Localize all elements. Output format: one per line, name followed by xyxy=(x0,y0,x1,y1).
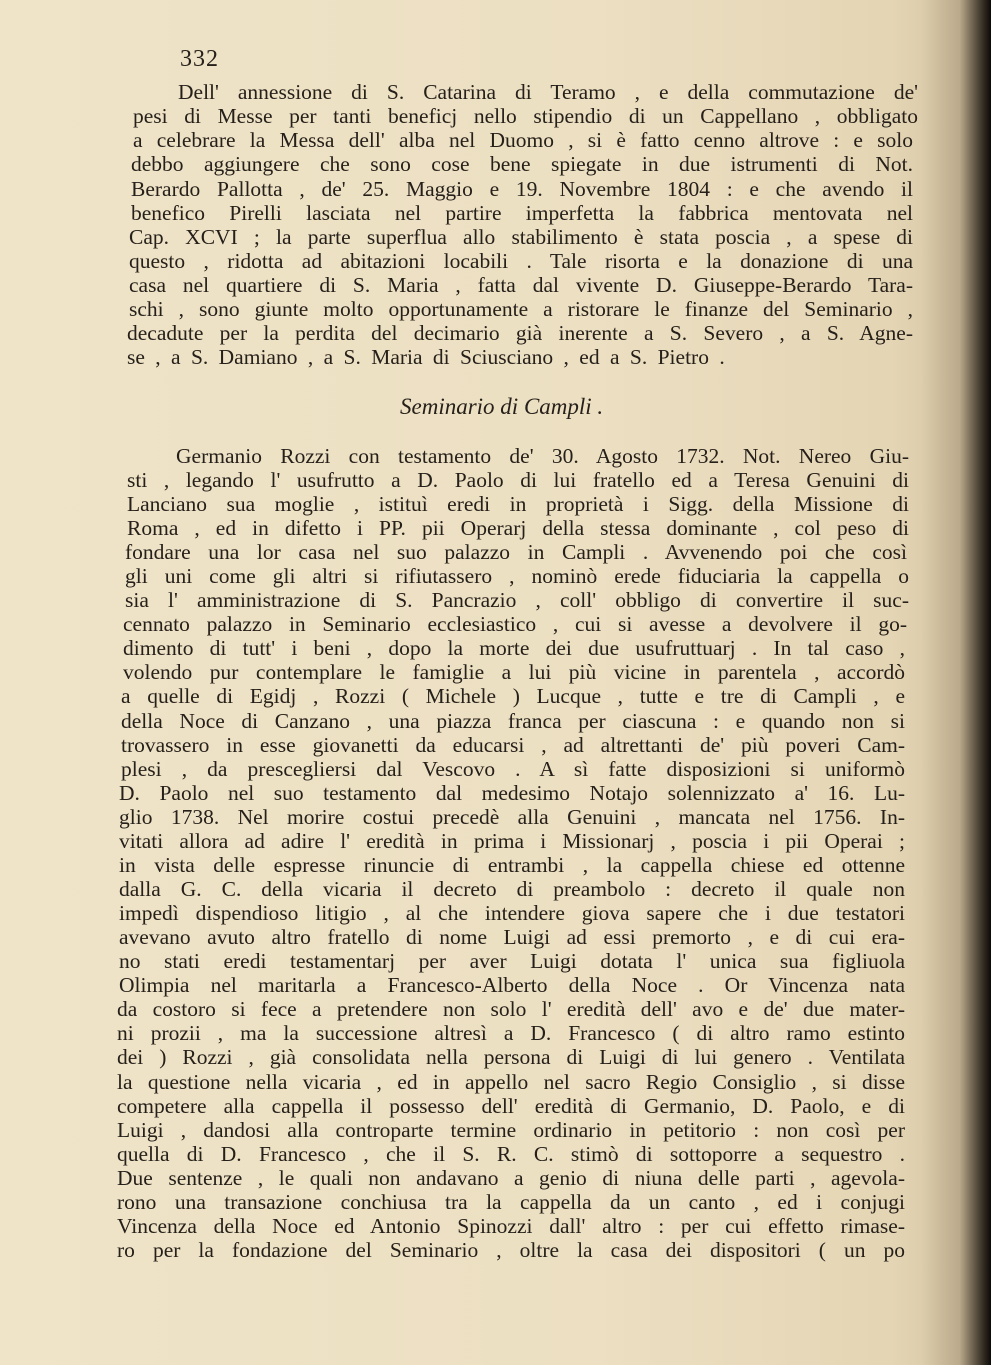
text-line: cennato palazzo in Seminario ecclesiastico , cui si avesse a devolvere il go- xyxy=(123,612,907,636)
text-line: Germanio Rozzi con testamento de' 30. Agosto 1732. Not. Nereo Giu- xyxy=(176,444,909,468)
text-line: a quelle di Egidj , Rozzi ( Michele ) Lucque , tutte e tre di Campli , e xyxy=(121,684,905,708)
page-number: 332 xyxy=(180,46,219,72)
text-line: questo , ridotta ad abitazioni locabili . Tale risorta e la donazione di una xyxy=(129,249,913,273)
text-line: quella di D. Francesco , che il S. R. C. stimò di sottoporre a sequestro . xyxy=(117,1142,905,1166)
text-line: la questione nella vicaria , ed in appello nel sacro Regio Consiglio , si disse xyxy=(117,1070,905,1094)
text-line: vitati allora ad adire l' eredità in prima i Missionarj , poscia i pii Operai ; xyxy=(119,829,905,853)
text-line: D. Paolo nel suo testamento dal medesimo Notajo solennizzato a' 16. Lu- xyxy=(119,781,905,805)
text-line: ni prozii , ma la successione altresì a D. Francesco ( di altro ramo estinto xyxy=(117,1021,905,1045)
text-line: schi , sono giunte molto opportunamente a ristorare le finanze del Seminario , xyxy=(129,297,913,321)
text-line: Cap. XCVI ; la parte superflua allo stabilimento è stata poscia , a spese di xyxy=(129,225,913,249)
book-gutter-shadow xyxy=(921,0,991,1365)
text-line: da costoro si fece a pretendere non solo l' eredità dell' avo e de' due mater- xyxy=(117,997,905,1021)
text-line: debbo aggiungere che sono cose bene spiegate in due istrumenti di Not. xyxy=(131,152,913,176)
text-line: competere alla cappella il possesso dell' eredità di Germanio, D. Paolo, e di xyxy=(117,1094,905,1118)
text-line: sti , legando l' usufrutto a D. Paolo di lui fratello ed a Teresa Genuini di xyxy=(127,468,909,492)
text-line: rono una transazione conchiusa tra la cappella da un canto , ed i conjugi xyxy=(117,1190,905,1214)
text-line: dalla G. C. della vicaria il decreto di preambolo : decreto il quale non xyxy=(119,877,905,901)
text-line: volendo pur contemplare le famiglie a lui più vicine in parentela , accordò xyxy=(123,660,905,684)
text-line: trovassero in esse giovanetti da educarsi , ad altrettanti de' più poveri Cam- xyxy=(121,733,905,757)
text-line: Berardo Pallotta , de' 25. Maggio e 19. Novembre 1804 : e che avendo il xyxy=(131,177,913,201)
text-line: Due sentenze , le quali non andavano a genio di niuna delle parti , agevola- xyxy=(117,1166,905,1190)
text-line: gli uni come gli altri si rifiutassero , nominò erede fiduciaria la cappella o xyxy=(125,564,909,588)
text-line: avevano avuto altro fratello di nome Luigi ad essi premorto , e di cui era- xyxy=(119,925,905,949)
text-line: Lanciano sua moglie , istituì eredi in proprietà i Sigg. della Missione di xyxy=(127,492,909,516)
text-line: Dell' annessione di S. Catarina di Teramo , e della commutazione de' xyxy=(178,80,918,104)
text-line: Luigi , dandosi alla controparte termine ordinario in petitorio : non così per xyxy=(117,1118,905,1142)
text-line: casa nel quartiere di S. Maria , fatta dal vivente D. Giuseppe-Berardo Tara- xyxy=(129,273,913,297)
text-line: no stati eredi testamentarj per aver Luigi dotata l' unica sua figliuola xyxy=(119,949,905,973)
text-line: pesi di Messe per tanti beneficj nello stipendio di un Cappellano , obbligato xyxy=(133,104,918,128)
text-line: impedì dispendioso litigio , al che intendere giova sapere che i due testatori xyxy=(119,901,905,925)
text-line: ro per la fondazione del Seminario , oltre la casa dei dispositori ( un po xyxy=(117,1238,905,1262)
text-line: Olimpia nel maritarla a Francesco-Alberto della Noce . Or Vincenza nata xyxy=(119,973,905,997)
text-line: fondare una lor casa nel suo palazzo in Campli . Avvenendo poi che così xyxy=(125,540,907,564)
text-line: plesi , da prescegliersi dal Vescovo . A sì fatte disposizioni si uniformò xyxy=(121,757,905,781)
text-line: Vincenza della Noce ed Antonio Spinozzi dall' altro : per cui effetto rimase- xyxy=(117,1214,905,1238)
text-line: della Noce di Canzano , una piazza franca per ciascuna : e quando non si xyxy=(121,709,905,733)
text-line: sia l' amministrazione di S. Pancrazio , coll' obbligo di convertire il suc- xyxy=(125,588,909,612)
text-line: in vista delle espresse rinuncie di entrambi , la cappella chiese ed ottenne xyxy=(119,853,905,877)
text-line: se , a S. Damiano , a S. Maria di Sciusciano , ed a S. Pietro . xyxy=(127,345,725,369)
text-line: decadute per la perdita del decimario già inerente a S. Severo , a S. Agne- xyxy=(127,321,913,345)
text-line: dei ) Rozzi , già consolidata nella persona di Luigi di lui genero . Ventilata xyxy=(117,1045,905,1069)
text-line: dimento di tutt' i beni , dopo la morte dei due usufruttuarj . In tal caso , xyxy=(123,636,905,660)
text-line: a celebrare la Messa dell' alba nel Duomo , si è fatto cenno altrove : e solo xyxy=(133,128,913,152)
text-line: benefico Pirelli lasciata nel partire imperfetta la fabbrica mentovata nel xyxy=(131,201,913,225)
section-heading: Seminario di Campli . xyxy=(400,394,604,419)
text-line: glio 1738. Nel morire costui precedè alla Genuini , mancata nel 1756. In- xyxy=(119,805,905,829)
text-line: Roma , ed in difetto i PP. pii Operarj della stessa dominante , col peso di xyxy=(127,516,909,540)
